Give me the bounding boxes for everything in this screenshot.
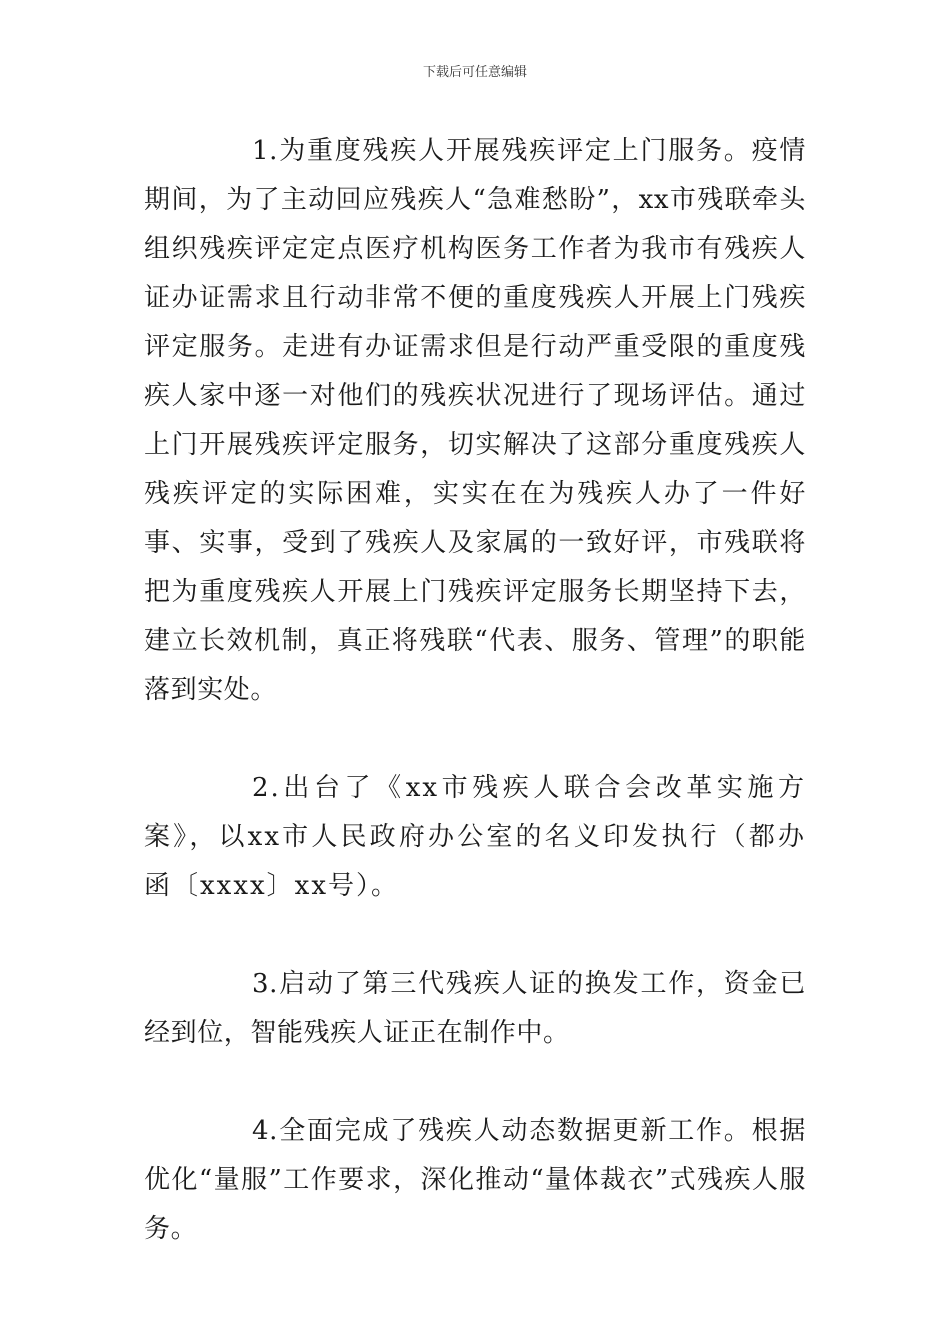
paragraph-1: 1.为重度残疾人开展残疾评定上门服务。疫情期间，为了主动回应残疾人“急难愁盼”，xx市残联牵头组织残疾评定定点医疗机构医务工作者为我市有残疾人证办证需求且行动非常不便的重度残疾人开展上门残疾评定服务。走进有办证需求但是行动严重受限的重度残疾人家中逐一对他们的残疾状况进行了现场评估。通过上门开展残疾评定服务，切实解决了这部分重度残疾人残疾评定的实际困难，实实在在为残疾人办了一件好事、实事，受到了残疾人及家属的一致好评，市残联将把为重度残疾人开展上门残疾评定服务长期坚持下去，建立长效机制，真正将残联“代表、服务、管理”的职能落到实处。 [144,136,806,705]
document-body [144,127,806,1254]
paragraph-2: 2.出台了《xx市残疾人联合会改革实施方案》，以xx市人民政府办公室的名义印发执行（都办函〔xxxx〕xx号）。 [144,773,806,901]
page-header: 下载后可任意编辑 [422,65,527,80]
paragraph-4: 4.全面完成了残疾人动态数据更新工作。根据优化“量服”工作要求，深化推动“量体裁衣”式残疾人服务。 [144,1116,806,1244]
paragraph-3: 3.启动了第三代残疾人证的换发工作，资金已经到位，智能残疾人证正在制作中。 [144,969,806,1048]
